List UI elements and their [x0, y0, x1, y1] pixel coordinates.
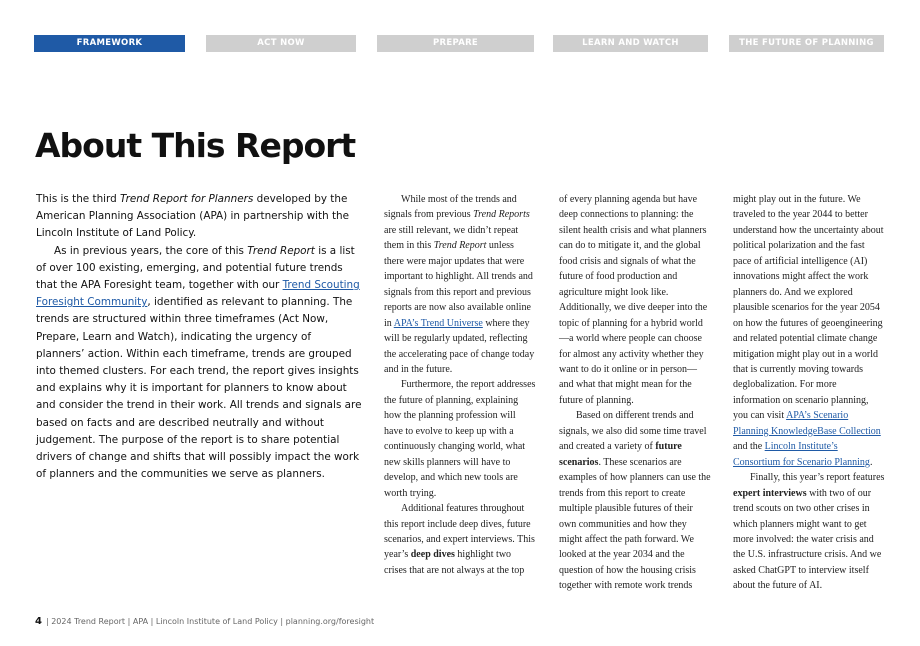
paragraph: Furthermore, the report addresses the future of planning, explaining how the planning profession will have to evolve to keep up with a continuously changing world, what new skills planners will have to develop, and which new tools are worth trying. — [384, 379, 536, 499]
paragraph: Based on different trends and signals, we also did some time travel and created a variety of future scenarios. These scenarios are examples of how planners can use the trends from this report to create multiple plausible futures of their own communities and how they might affect the path forward. We looked at the year 2034 and the question of how the housing crisis together with remote work trends — [559, 410, 711, 592]
tab-act-now[interactable]: ACT NOW — [206, 35, 356, 52]
lead-text — [36, 191, 362, 483]
body-column-4 — [733, 192, 885, 594]
scenario-planning-collection-link[interactable]: APA’s Scenario Planning KnowledgeBase Collection — [733, 410, 881, 437]
page-footer — [35, 616, 374, 627]
page-number: 4 — [35, 616, 42, 627]
page-title: About This Report — [35, 126, 356, 165]
footer-text: | 2024 Trend Report | APA | Lincoln Institute of Land Policy | planning.org/foresight — [45, 617, 375, 626]
consortium-scenario-planning-link[interactable]: Lincoln Institute’s Consortium for Scenario Planning — [733, 441, 870, 468]
lead-paragraph-1: This is the third Trend Report for Planners developed by the American Planning Association (APA) in partnership with the Lincoln Institute of Land Policy. — [36, 193, 350, 240]
section-tabs — [34, 35, 884, 52]
paragraph: might play out in the future. We traveled to the year 2044 to better understand how the uncertainty about political polarization and the fast pace of artificial intelligence (AI) innovations might affect the work planners do. And we explored plausible scenarios for the year 2054 on how the futures of geoengineering and related potential climate change mitigation might play out in a world that is currently moving towards deglobalization. For more information on scenario planning, you can visit APA’s Scenario Planning KnowledgeBase Collection and the Lincoln Institute’s Consortium for Scenario Planning. — [733, 194, 884, 468]
paragraph: Finally, this year’s report features expert interviews with two of our trend scouts on two other crises in which planners might want to get more involved: the water crisis and the U.S. infrastructure crisis. And we asked ChatGPT to interview itself about the future of AI. — [733, 472, 885, 592]
trend-scouting-link[interactable]: Trend Scouting Foresight Community — [36, 279, 360, 309]
paragraph: While most of the trends and signals from previous Trend Reports are still relevant, we didn’t repeat them in this Trend Report unless there were major updates that were important to highlight. All trends and signals from this report and previous reports are now also available online in APA’s Trend Universe where they will be regularly updated, reflecting the accelerating pace of change today and in the future. — [384, 194, 535, 375]
body-column-2 — [384, 192, 536, 578]
body-column-3 — [559, 192, 711, 594]
paragraph: of every planning agenda but have deep connections to planning: the silent health crisis and what planners can do to mitigate it, and the global food crisis and signals of what the future of food production and agriculture might look like. Additionally, we dive deeper into the topic of planning for a hybrid world—a world where people can choose for almost any activity whether they want to do it online or in person—and what that might mean for the future of planning. — [559, 194, 708, 406]
tab-prepare[interactable]: PREPARE — [377, 35, 534, 52]
tab-framework[interactable]: FRAMEWORK — [34, 35, 185, 52]
tab-learn-and-watch[interactable]: LEARN AND WATCH — [553, 35, 708, 52]
trend-universe-link[interactable]: APA’s Trend Universe — [393, 317, 483, 329]
paragraph: Additional features throughout this report include deep dives, future scenarios, and expert interviews. This year’s deep dives highlight two crises that are not always at the top — [384, 503, 535, 576]
lead-paragraph-2: As in previous years, the core of this Trend Report is a list of over 100 existing, emerging, and potential future trends that the APA Foresight team, together with our Trend Scouting Foresight Community, identified as relevant to planning. The trends are structured within three timeframes (Act Now, Prepare, Learn and Watch), indicating the urgency of planners’ action. Within each timeframe, trends are grouped into themed clusters. For each trend, the report gives insights and explains why it is important for planners to know about and consider the trend in their work. All trends and signals are based on facts and are described neutrally and without judgement. The purpose of the report is to share potential drivers of change and shifts that will possibly impact the work of planners and the communities we serve as planners. — [36, 244, 362, 481]
tab-future-of-planning[interactable]: THE FUTURE OF PLANNING — [729, 35, 884, 52]
